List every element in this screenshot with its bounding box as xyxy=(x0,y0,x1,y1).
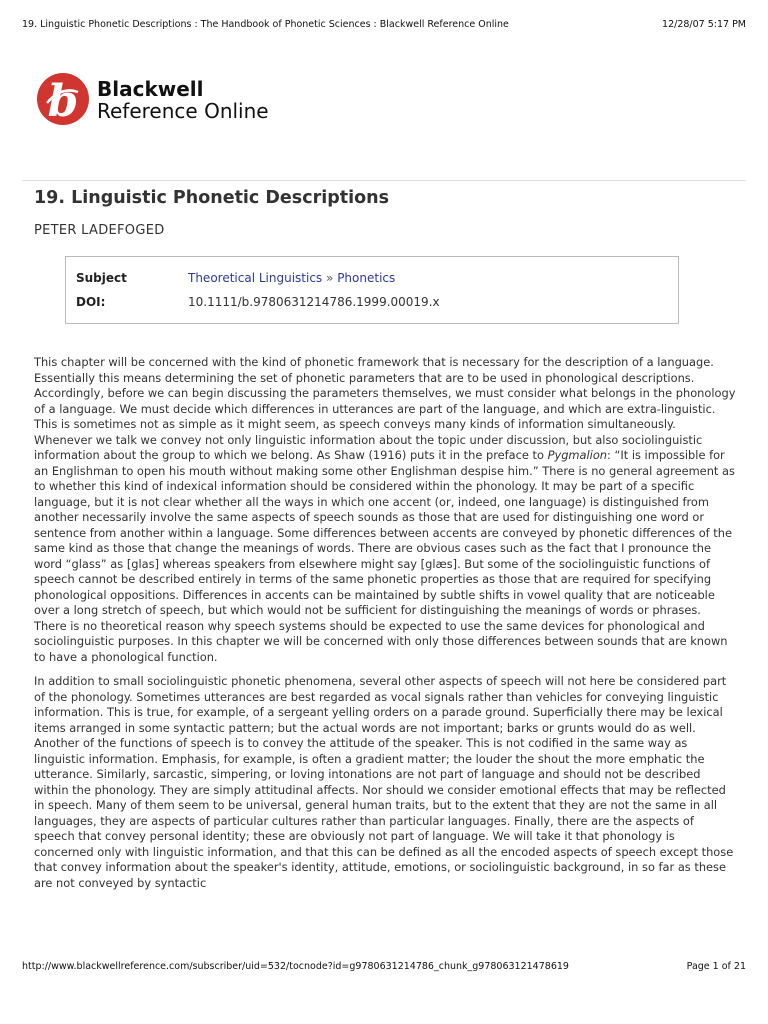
print-header xyxy=(22,19,746,33)
doi-label: DOI: xyxy=(76,295,106,309)
subject-label: Subject xyxy=(76,271,127,285)
brand-name-line2: Reference Online xyxy=(97,99,269,123)
print-url: http://www.blackwellreference.com/subscriber/uid=532/tocnode?id=g9780631214786_chunk_g978063121478619 xyxy=(22,961,569,972)
print-page-title: 19. Linguistic Phonetic Descriptions : The Handbook of Phonetic Sciences : Blackwell Reference Online xyxy=(22,19,509,30)
print-footer xyxy=(22,961,746,975)
subject-link-phonetics[interactable]: Phonetics xyxy=(337,271,396,285)
article-meta-box xyxy=(65,256,679,324)
article-title: 19. Linguistic Phonetic Descriptions xyxy=(34,188,389,208)
svg-text:b: b xyxy=(47,76,79,126)
brand-name[interactable] xyxy=(97,78,269,122)
article-body xyxy=(34,355,736,906)
paragraph-2: In addition to small sociolinguistic phonetic phenomena, several other aspects of speech will not here be considered part of the phonology. Sometimes utterances are best regarded as vocal signals rather than vehicles for conveying linguistic information. This is true, for example, of a sergeant yelling orders on a parade ground. Superficially there may be lexical items arranged in some syntactic pattern; but the actual words are not important; barks or grunts would do as well. Another of the functions of speech is to convey the attitude of the speaker. This is not codified in the same way as linguistic information. Emphasis, for example, is often a gradient matter; the louder the shout the more emphatic the utterance. Similarly, sarcastic, simpering, or loving intonations are not part of language and should not be described within the phonology. They are simply attitudinal affects. Nor should we consider emotional effects that may be reflected in speech. Many of them seem to be universal, general human traits, but to the extent that they are not the same in all languages, they are aspects of particular cultures rather than particular languages. Finally, there are the aspects of speech that convey personal identity; these are obviously not part of language. We will take it that phonology is concerned only with linguistic information, and that this can be defined as all the encoded aspects of speech except those that convey information about the speaker's identity, attitude, emotions, or sociolinguistic background, in so far as these are not conveyed by syntactic xyxy=(34,674,734,890)
print-page-number: Page 1 of 21 xyxy=(686,961,746,972)
brand-name-line1: Blackwell xyxy=(97,77,204,101)
subject-link-theoretical-linguistics[interactable]: Theoretical Linguistics xyxy=(188,271,323,285)
subject-separator: » xyxy=(326,271,334,285)
header-divider xyxy=(22,180,746,181)
doi-value: 10.1111/b.9780631214786.1999.00019.x xyxy=(188,295,440,309)
blackwell-logo-icon[interactable] xyxy=(36,72,90,126)
print-datetime: 12/28/07 5:17 PM xyxy=(662,19,746,30)
paragraph-1: This chapter will be concerned with the kind of phonetic framework that is necessary for the description of a language. Essentially this means determining the set of phonetic parameters that are to be used in phonological descriptions. Accordingly, before we can begin discussing the parameters themselves, we must consider what belongs in the phonology of a language. We must decide which differences in utterances are part of the language, and which are extra-linguistic. This is sometimes not as simple as it might seem, as speech conveys many kinds of information simultaneously. Whenever we talk we convey not only linguistic information about the topic under discussion, but also sociolinguistic information about the group to which we belong. As Shaw (1916) puts it in the preface to Pygmalion: “It is impossible for an Englishman to open his mouth without making some other Englishman despise him.” There is no general agreement as to whether this kind of indexical information should be considered within the phonology. It may be part of a specific language, but it is not clear whether all the ways in which one accent (or, indeed, one language) is distinguished from another necessarily involve the same aspects of speech sounds as those that are used for distinguishing one word or sentence from another within a language. Some differences between accents are conveyed by phonetic differences of the same kind as those that change the meanings of words. There are obvious cases such as the fact that I pronounce the word “glass” as [glas] whereas speakers from elsewhere might say [glæs]. But some of the sociolinguistic functions of speech cannot be described entirely in terms of the same phonetic properties as those that are required for specifying phonological oppositions. Differences in accents can be maintained by subtle shifts in vowel quality that are noticeable over a long stretch of speech, but which would not be sufficient for distinguishing the meanings of words or phrases. There is no theoretical reason why speech systems should be expected to use the same devices for phonological and sociolinguistic purposes. In this chapter we will be concerned with only those differences between sounds that are known to have a phonological function. xyxy=(34,355,736,664)
pygmalion-title: Pygmalion xyxy=(547,448,608,462)
subject-value xyxy=(188,271,395,285)
article-author: PETER LADEFOGED xyxy=(34,223,165,238)
